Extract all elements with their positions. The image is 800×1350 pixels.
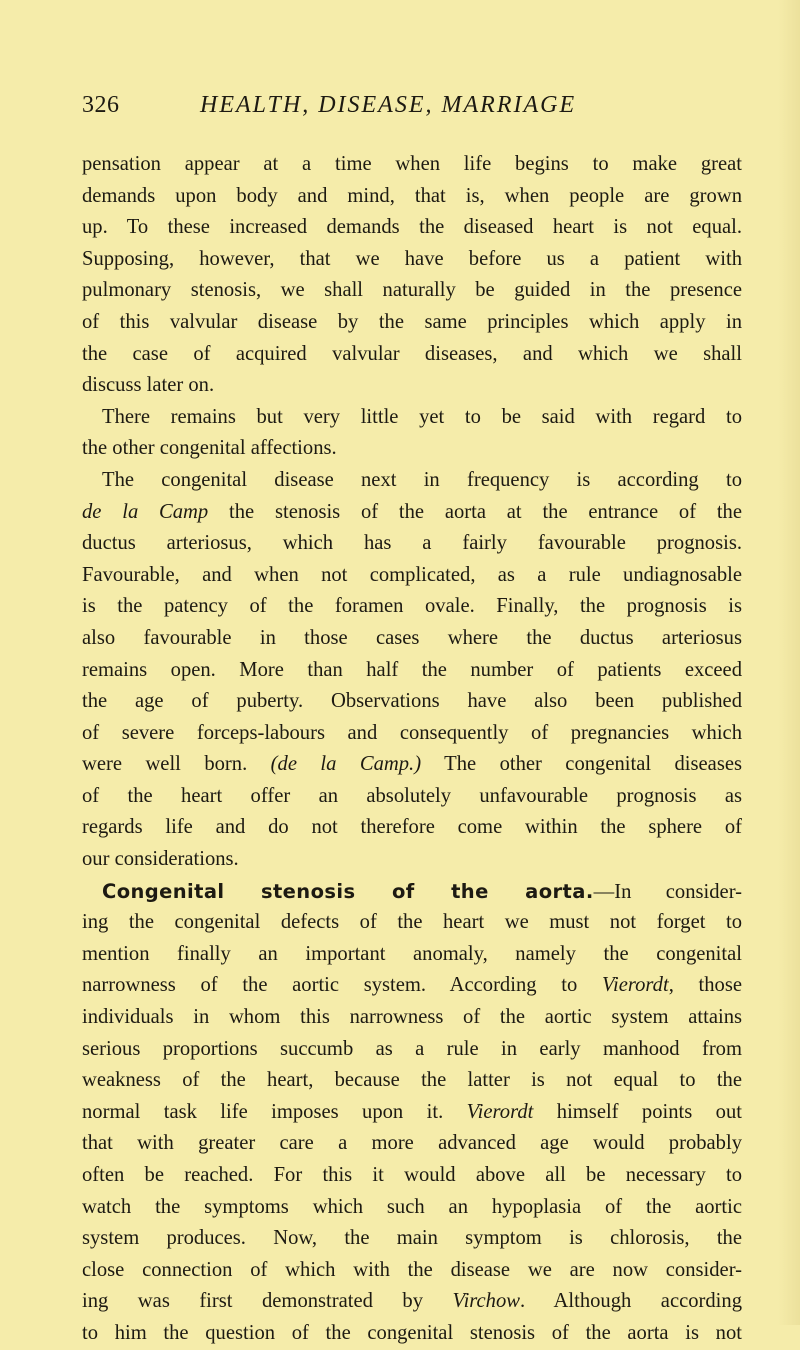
text-line: There remains but very little yet to be said with regard to bbox=[102, 405, 742, 428]
author-name: Vierordt bbox=[466, 1100, 534, 1123]
line-fragment: ing was first demonstrated by bbox=[82, 1290, 424, 1313]
line-fragment: were well born. bbox=[82, 753, 248, 776]
text-line: serious proportions succumb as a rule in early manhood from bbox=[82, 1037, 742, 1060]
section-heading: Congenital stenosis of the aorta. bbox=[102, 879, 594, 903]
text-line bbox=[82, 1097, 742, 1129]
text-line: of the heart offer an absolutely unfavourable prognosis as bbox=[82, 784, 742, 807]
line-fragment: normal task life imposes upon it. bbox=[82, 1100, 444, 1123]
text-line: to him the question of the congenital stenosis of the aorta is not bbox=[82, 1321, 742, 1344]
text-line: weakness of the heart, because the latter is not equal to the bbox=[82, 1069, 742, 1092]
text-line: ing the congenital defects of the heart we must not forget to bbox=[82, 911, 742, 934]
text-line: close connection of which with the disease we are now consider- bbox=[82, 1258, 742, 1281]
text-line: the other congenital affections. bbox=[82, 437, 337, 460]
text-line: pensation appear at a time when life begins to make great bbox=[82, 153, 742, 175]
line-fragment: himself points out bbox=[556, 1100, 742, 1123]
text-line: mention finally an important anomaly, namely the congenital bbox=[82, 942, 742, 965]
text-line bbox=[82, 876, 742, 908]
text-line: regards life and do not therefore come within the sphere of bbox=[82, 816, 742, 839]
line-fragment: . Although according bbox=[520, 1290, 742, 1313]
line-fragment: , those bbox=[668, 974, 742, 997]
text-line: pulmonary stenosis, we shall naturally be guided in the presence bbox=[82, 279, 742, 302]
text-line: Supposing, however, that we have before us a patient with bbox=[82, 247, 742, 270]
text-line: that with greater care a more advanced age would probably bbox=[82, 1132, 742, 1155]
text-line bbox=[82, 497, 742, 529]
text-line bbox=[82, 1286, 742, 1318]
text-line: demands upon body and mind, that is, when people are grown bbox=[82, 184, 742, 207]
text-line: up. To these increased demands the diseased heart is not equal. bbox=[82, 216, 742, 239]
line-fragment: The other congenital diseases bbox=[444, 753, 742, 776]
author-name: de la Camp bbox=[82, 500, 209, 523]
line-fragment: narrowness of the aortic system. According to bbox=[82, 974, 578, 997]
text-line: remains open. More than half the number of patients exceed bbox=[82, 658, 742, 681]
text-line: individuals in whom this narrowness of the aortic system attains bbox=[82, 1006, 742, 1029]
text-line bbox=[82, 749, 742, 781]
text-line: also favourable in those cases where the ductus arteriosus bbox=[82, 626, 742, 649]
text-line: the case of acquired valvular diseases, and which we shall bbox=[82, 342, 742, 365]
body-text bbox=[82, 149, 742, 1350]
line-fragment: —In consider- bbox=[593, 880, 742, 903]
text-line bbox=[82, 970, 742, 1002]
text-line: often be reached. For this it would above all be necessary to bbox=[82, 1164, 742, 1186]
author-name: Virchow bbox=[452, 1290, 521, 1313]
line-fragment: the stenosis of the aorta at the entrance of the bbox=[229, 500, 742, 523]
text-line: of this valvular disease by the same principles which apply in bbox=[82, 310, 742, 333]
text-line: of severe forceps-labours and consequently of pregnancies which bbox=[82, 721, 742, 744]
page-edge-shadow bbox=[778, 0, 800, 1325]
text-line: Favourable, and when not complicated, as a rule undiagnosable bbox=[82, 563, 742, 586]
text-line: ductus arteriosus, which has a fairly favourable prognosis. bbox=[82, 532, 742, 555]
page-number: 326 bbox=[82, 92, 120, 118]
citation: (de la Camp.) bbox=[270, 753, 422, 776]
text-line: our considerations. bbox=[82, 848, 239, 871]
text-line: is the patency of the foramen ovale. Finally, the prognosis is bbox=[82, 595, 742, 618]
running-title: HEALTH, DISEASE, MARRIAGE bbox=[200, 92, 577, 118]
page-header bbox=[82, 88, 742, 128]
text-line: system produces. Now, the main symptom is chlorosis, the bbox=[82, 1227, 742, 1250]
author-name: Vierordt bbox=[601, 974, 669, 997]
text-line: watch the symptoms which such an hypoplasia of the aortic bbox=[82, 1195, 742, 1218]
text-line: discuss later on. bbox=[82, 374, 215, 397]
text-line: the age of puberty. Observations have also been published bbox=[82, 690, 742, 713]
text-line: The congenital disease next in frequency is according to bbox=[102, 468, 742, 491]
